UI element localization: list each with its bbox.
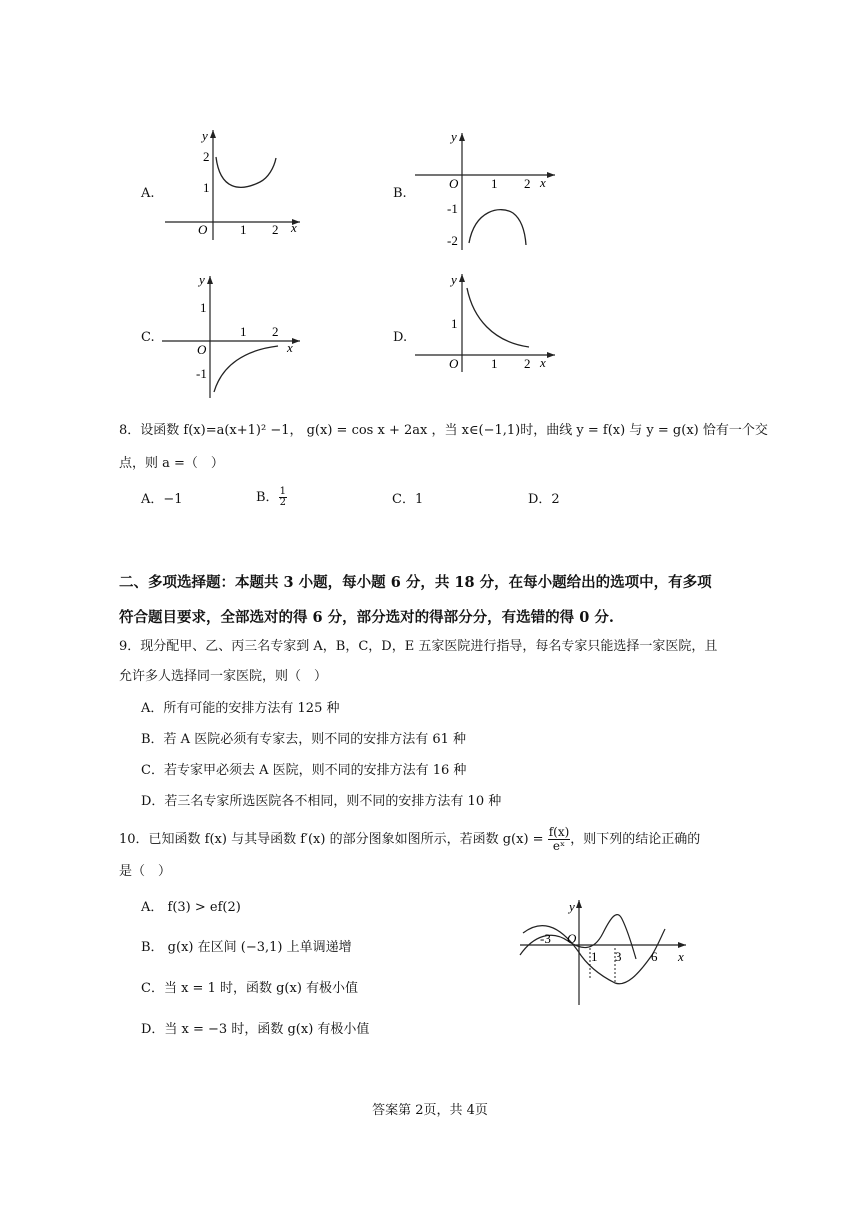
graph-a-ytick-1: 1	[203, 180, 210, 195]
q8-stem-line2: 点，则 a =（ ）	[119, 456, 224, 471]
graph-d-ylabel: y	[451, 272, 457, 287]
graph-a-label: A.	[141, 186, 155, 201]
graph-b-xlabel: x	[540, 175, 546, 190]
q10-stem-line2: 是（ ）	[119, 864, 172, 879]
graph-a-origin: O	[198, 222, 208, 237]
q10-graph-tick-6: 6	[651, 949, 658, 964]
q8-option-a: A．−1	[141, 492, 183, 507]
q10-graph-tick-neg3: -3	[540, 931, 551, 946]
q8-option-b-label: B．	[256, 490, 279, 505]
section-heading-line1: 二、多项选择题：本题共 3 小题，每小题 6 分，共 18 分，在每小题给出的选项中，有多项	[119, 574, 712, 591]
graph-c-origin: O	[197, 342, 207, 357]
graph-d-tick-2: 2	[524, 356, 531, 371]
q10-fraction	[548, 826, 571, 853]
graph-a-ytick-2: 2	[203, 149, 210, 164]
graph-b-ylabel: y	[451, 129, 457, 144]
q10-option-d: D．当 x = −3 时，函数 g(x) 有极小值	[141, 1022, 370, 1037]
graph-b-origin: O	[449, 176, 459, 191]
q8-option-b-denominator: 2	[279, 497, 286, 508]
graph-b-label: B.	[393, 186, 407, 201]
graph-a-tick-1: 1	[240, 222, 247, 237]
q10-option-a: A． f(3) > ef(2)	[141, 900, 241, 915]
graph-d-label: D.	[393, 330, 408, 345]
q9-option-c: C．若专家甲必须去 A 医院，则不同的安排方法有 16 种	[141, 763, 467, 778]
graph-c-ytick-1: 1	[200, 300, 207, 315]
q8-option-b-numerator: 1	[279, 486, 286, 497]
q9-stem-line1: 9．现分配甲、乙、丙三名专家到 A，B，C，D，E 五家医院进行指导，每名专家只能选择一家医院，且	[119, 639, 718, 654]
q9-option-d: D．若三名专家所选医院各不相同，则不同的安排方法有 10 种	[141, 794, 502, 809]
graph-c-tick-1: 1	[240, 324, 247, 339]
graph-d-ytick-1: 1	[451, 316, 458, 331]
graph-b	[405, 125, 565, 250]
graph-b-tick-2: 2	[524, 176, 531, 191]
q9-stem-line2: 允许多人选择同一家医院，则（ ）	[119, 669, 328, 684]
q10-graph-origin: O	[567, 931, 577, 946]
graph-d-origin: O	[449, 356, 459, 371]
q10-fraction-numerator: f(x)	[548, 825, 570, 839]
graph-c-ytick-2: -1	[196, 366, 207, 381]
graph-b-ytick-1: -1	[447, 201, 458, 216]
graph-a-tick-2: 2	[272, 222, 279, 237]
graph-a-ylabel: y	[202, 128, 208, 143]
graph-a-xlabel: x	[291, 220, 297, 235]
graph-c	[150, 270, 310, 400]
q8-stem-line1: 8．设函数 f(x)=a(x+1)² −1， g(x) = cos x + 2ax ，当 x∈(−1,1)时，曲线 y = f(x) 与 y = g(x) 恰有一个交	[119, 423, 768, 438]
page-footer: 答案第 2页，共 4页	[372, 1103, 488, 1118]
graph-a	[150, 120, 310, 245]
q8-option-b	[256, 487, 287, 508]
q8-option-c: C．1	[392, 492, 424, 507]
q10-stem-text-end: ，则下列的结论正确的	[570, 832, 701, 847]
q10-graph-tick-1: 1	[591, 949, 598, 964]
q9-option-b: B．若 A 医院必须有专家去，则不同的安排方法有 61 种	[141, 732, 467, 747]
graph-d-xlabel: x	[540, 355, 546, 370]
graph-c-ylabel: y	[199, 272, 205, 287]
graph-c-xlabel: x	[287, 340, 293, 355]
q10-graph	[518, 895, 693, 1010]
graph-c-tick-2: 2	[272, 324, 279, 339]
q10-option-c: C．当 x = 1 时，函数 g(x) 有极小值	[141, 981, 359, 996]
graph-b-ytick-2: -2	[447, 233, 458, 248]
q10-graph-tick-3: 3	[615, 949, 622, 964]
graph-b-tick-1: 1	[491, 176, 498, 191]
q10-fraction-denominator: eˣ	[552, 839, 566, 853]
graph-c-label: C.	[141, 330, 155, 345]
q10-option-b: B． g(x) 在区间 (−3,1) 上单调递增	[141, 940, 352, 955]
q10-graph-xlabel: x	[678, 949, 684, 964]
q10-stem-line1	[119, 826, 700, 853]
q9-option-a: A．所有可能的安排方法有 125 种	[141, 701, 340, 716]
q10-graph-ylabel: y	[569, 899, 575, 914]
q8-option-b-fraction	[279, 487, 287, 508]
q8-option-d: D．2	[528, 492, 560, 507]
section-heading-line2: 符合题目要求，全部选对的得 6 分，部分选对的得部分分，有选错的得 0 分.	[119, 609, 614, 626]
graph-d-tick-1: 1	[491, 356, 498, 371]
graph-d	[405, 270, 565, 380]
q10-stem-text: 10．已知函数 f(x) 与其导函数 f′(x) 的部分图象如图所示，若函数 g(x) =	[119, 832, 544, 847]
